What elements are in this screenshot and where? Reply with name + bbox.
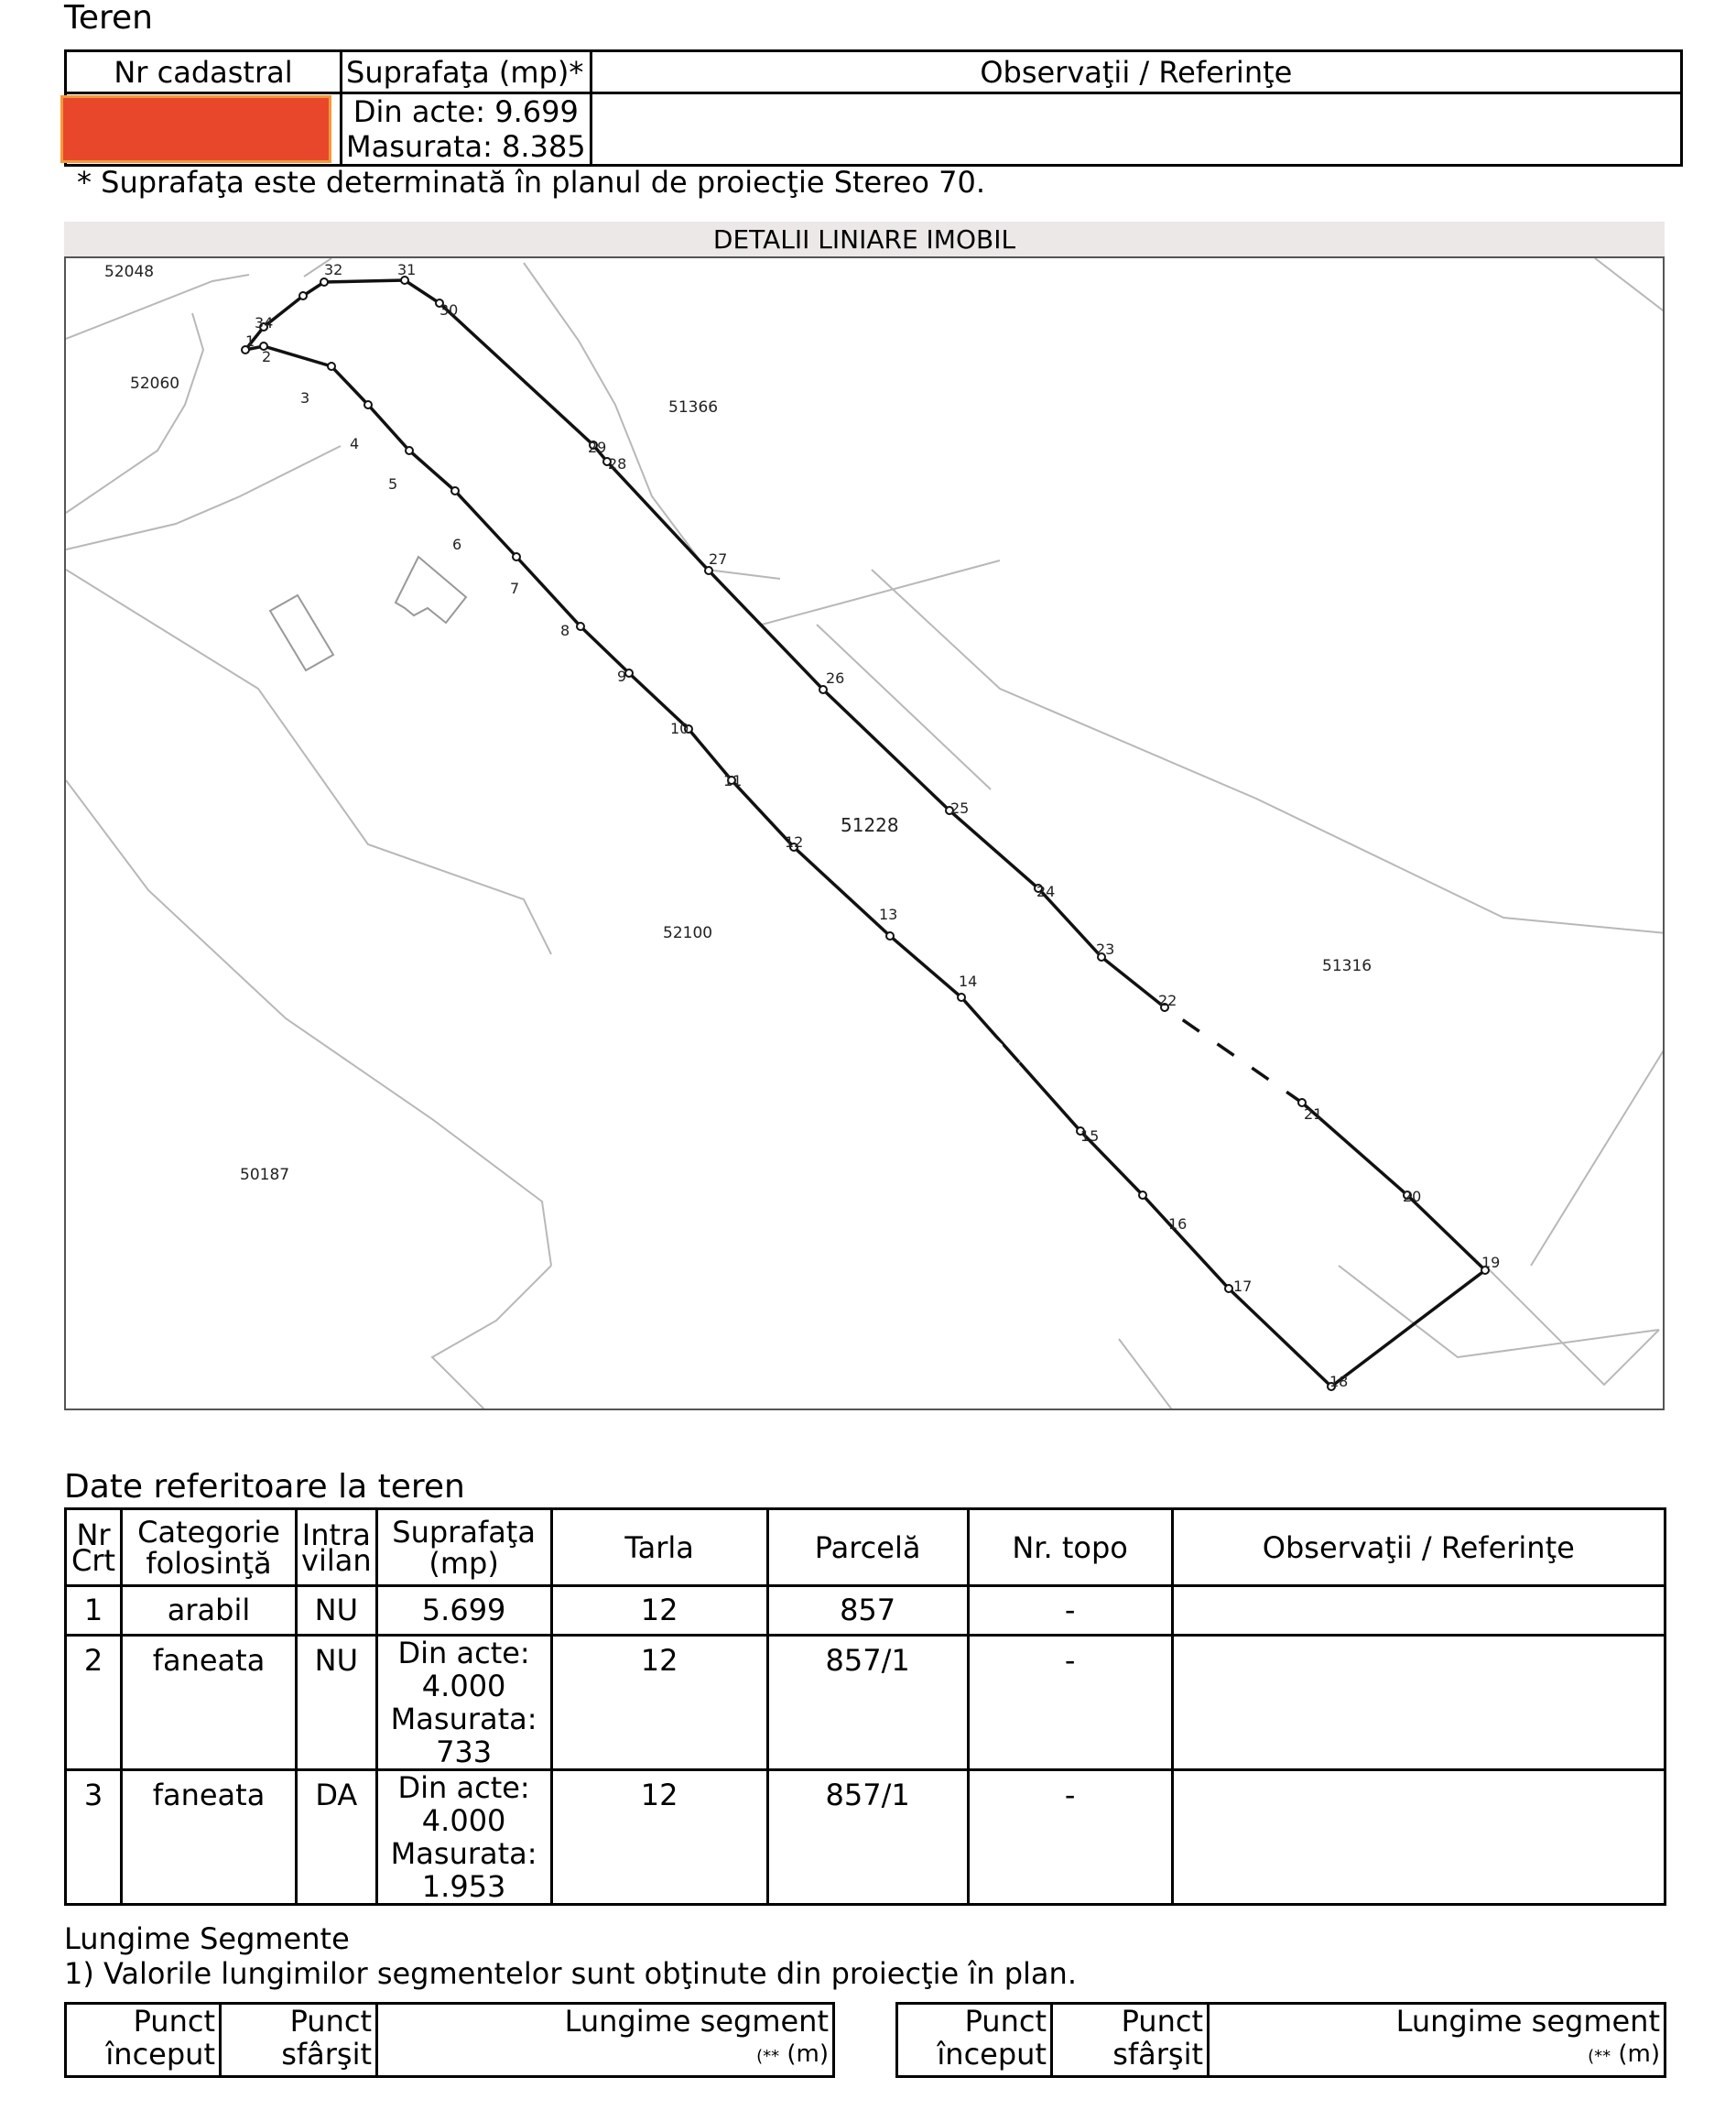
header-categorie-line2: folosinţă xyxy=(146,1545,272,1581)
cell-suprafata xyxy=(376,1636,551,1770)
building-2 xyxy=(396,557,466,623)
cell-topo: - xyxy=(968,1636,1172,1770)
cell-parcela: 857/1 xyxy=(767,1770,968,1905)
cell-categorie: arabil xyxy=(122,1586,297,1636)
header-nr-topo: Nr. topo xyxy=(968,1509,1172,1586)
header-unit xyxy=(382,2038,829,2073)
point-label: 10 xyxy=(670,720,689,737)
header-suprafata: Suprafaţa (mp)* xyxy=(342,51,591,93)
parcel-label-51316: 51316 xyxy=(1322,957,1373,975)
header-suprafata-line2: (mp) xyxy=(429,1545,499,1581)
header-line: Punct xyxy=(964,2004,1047,2039)
cell-suprafata: 5.699 xyxy=(376,1586,551,1636)
point-label: 5 xyxy=(388,475,398,493)
table-row xyxy=(66,1586,1665,1636)
point-label: 23 xyxy=(1096,941,1115,958)
point-label: 2 xyxy=(262,348,272,365)
suprafata-line: Masurata: xyxy=(390,1836,537,1871)
section-title-lungime: Lungime Segmente xyxy=(64,1921,350,1956)
header-nr-line: Nr xyxy=(76,1517,111,1552)
point-label: 7 xyxy=(510,580,520,597)
cell-parcela: 857 xyxy=(767,1586,968,1636)
header-intravilan xyxy=(297,1509,377,1586)
dashed-edge-2 xyxy=(959,1009,1018,1064)
header-punct-sfarsit xyxy=(1052,2004,1209,2077)
suprafata-line: Din acte: xyxy=(397,1636,530,1670)
point-label: 28 xyxy=(608,455,627,473)
header-suprafata-line1: Suprafaţa xyxy=(392,1514,536,1550)
header-observatii: Observaţii / Referinţe xyxy=(591,51,1681,93)
header-punct-sfarsit xyxy=(221,2004,377,2077)
header-intra-line1: Intra xyxy=(301,1517,371,1552)
header-lungime-segment xyxy=(1209,2004,1665,2077)
point-label: 26 xyxy=(826,669,845,687)
parcel-label-52048: 52048 xyxy=(104,263,155,281)
point-label: 34 xyxy=(255,314,274,332)
header-line: Lungime segment xyxy=(564,2004,829,2039)
point-label: 1 xyxy=(245,332,255,350)
point-label: 30 xyxy=(439,301,459,319)
cell-observatii xyxy=(591,93,1681,166)
cell-tarla: 12 xyxy=(551,1636,767,1770)
point-label: 19 xyxy=(1481,1254,1501,1271)
suprafata-line: 733 xyxy=(436,1735,493,1769)
unit-label: (m) xyxy=(1618,2040,1660,2068)
footnote-stereo70: * Suprafaţa este determinată în planul de proiecţie Stereo 70. xyxy=(77,165,986,200)
cell-topo: - xyxy=(968,1586,1172,1636)
point-label: 22 xyxy=(1158,992,1177,1009)
date-teren-table xyxy=(64,1507,1666,1906)
point-label: 14 xyxy=(959,973,978,990)
header-punct-inceput xyxy=(66,2004,221,2077)
suprafata-line: 4.000 xyxy=(421,1803,506,1838)
point-label: 27 xyxy=(709,550,728,568)
parcel-label-51228: 51228 xyxy=(841,814,899,836)
header-lungime-segment xyxy=(377,2004,834,2077)
cell-intravilan: DA xyxy=(297,1770,377,1905)
header-parcela: Parcelă xyxy=(767,1509,968,1586)
unit-mark: (** xyxy=(756,2047,780,2066)
point-label: 21 xyxy=(1304,1105,1323,1123)
point-label: 18 xyxy=(1329,1373,1349,1390)
suprafata-line: 1.953 xyxy=(421,1869,506,1904)
header-categorie xyxy=(122,1509,297,1586)
cell-suprafata xyxy=(342,93,591,166)
segment-table-left xyxy=(64,2002,835,2078)
point-label: 16 xyxy=(1168,1215,1188,1233)
point-label: 6 xyxy=(452,536,462,553)
unit-mark: (** xyxy=(1588,2047,1611,2066)
point-label: 15 xyxy=(1080,1127,1100,1145)
header-nr-cadastral: Nr cadastral xyxy=(66,51,342,93)
header-categorie-line1: Categorie xyxy=(137,1514,280,1550)
building-1 xyxy=(270,595,333,670)
cell-parcela: 857/1 xyxy=(767,1636,968,1770)
point-label: 11 xyxy=(723,772,743,789)
cell-intravilan: NU xyxy=(297,1636,377,1770)
buildings xyxy=(270,557,466,670)
cadastral-map xyxy=(64,256,1665,1410)
cell-suprafata xyxy=(376,1770,551,1905)
header-line: început xyxy=(105,2037,215,2072)
suprafata-masurata: Masurata: 8.385 xyxy=(346,129,586,164)
header-line: sfârşit xyxy=(1112,2037,1203,2072)
header-line: Punct xyxy=(133,2004,215,2039)
table-row xyxy=(66,1636,1665,1770)
point-label: 13 xyxy=(879,906,898,923)
map-band-title: DETALII LINIARE IMOBIL xyxy=(64,222,1665,256)
point-label: 24 xyxy=(1036,883,1056,900)
header-line: Lungime segment xyxy=(1395,2004,1660,2039)
map-gaps xyxy=(286,982,432,1064)
header-tarla: Tarla xyxy=(551,1509,767,1586)
header-punct-inceput xyxy=(897,2004,1052,2077)
parcel-label-51366: 51366 xyxy=(668,398,719,417)
lungime-note: 1) Valorile lungimilor segmentelor sunt obţinute din proiecţie în plan. xyxy=(64,1956,1077,1991)
parcel-label-52060: 52060 xyxy=(130,375,180,393)
point-label: 3 xyxy=(300,389,310,407)
suprafata-line: Masurata: xyxy=(390,1702,537,1736)
segment-table-right xyxy=(895,2002,1666,2078)
header-unit xyxy=(1213,2038,1660,2073)
suprafata-acte: Din acte: 9.699 xyxy=(353,94,579,129)
parcel-label-52100: 52100 xyxy=(663,924,713,942)
header-line: Punct xyxy=(1121,2004,1203,2039)
header-observatii: Observaţii / Referinţe xyxy=(1172,1509,1665,1586)
point-label: 25 xyxy=(950,799,970,817)
cell-nr: 1 xyxy=(66,1586,122,1636)
header-line: sfârşit xyxy=(281,2037,372,2072)
section-title-date-teren: Date referitoare la teren xyxy=(64,1468,465,1506)
cell-observatii xyxy=(1172,1770,1665,1905)
section-title-teren: Teren xyxy=(64,0,153,37)
suprafata-line: 4.000 xyxy=(421,1669,506,1703)
point-label: 29 xyxy=(588,439,607,456)
cell-tarla: 12 xyxy=(551,1770,767,1905)
unit-label: (m) xyxy=(787,2040,829,2068)
cell-nr: 3 xyxy=(66,1770,122,1905)
point-label: 12 xyxy=(785,833,804,851)
point-label: 31 xyxy=(397,261,417,278)
cell-topo: - xyxy=(968,1770,1172,1905)
table-row xyxy=(66,1770,1665,1905)
point-label: 4 xyxy=(350,435,360,452)
point-label: 8 xyxy=(560,622,570,639)
parcel-labels xyxy=(104,263,1372,1184)
cell-tarla: 12 xyxy=(551,1586,767,1636)
header-line: început xyxy=(937,2037,1047,2072)
parcel-label-50187: 50187 xyxy=(240,1166,290,1184)
header-line: Punct xyxy=(289,2004,372,2039)
point-label: 9 xyxy=(617,668,627,685)
cell-observatii xyxy=(1172,1586,1665,1636)
cell-nr: 2 xyxy=(66,1636,122,1770)
cell-observatii xyxy=(1172,1636,1665,1770)
redaction-block xyxy=(60,95,331,163)
header-crt-line: Crt xyxy=(71,1542,116,1578)
map-svg xyxy=(66,258,1665,1410)
header-intra-line2: vilan xyxy=(301,1542,372,1578)
suprafata-line: Din acte: xyxy=(397,1770,530,1805)
point-label: 32 xyxy=(324,261,343,278)
point-label: 20 xyxy=(1403,1188,1422,1205)
cell-categorie: faneata xyxy=(122,1770,297,1905)
cell-intravilan: NU xyxy=(297,1586,377,1636)
header-suprafata xyxy=(376,1509,551,1586)
header-nr-crt xyxy=(66,1509,122,1586)
cell-categorie: faneata xyxy=(122,1636,297,1770)
point-label: 17 xyxy=(1233,1278,1253,1295)
